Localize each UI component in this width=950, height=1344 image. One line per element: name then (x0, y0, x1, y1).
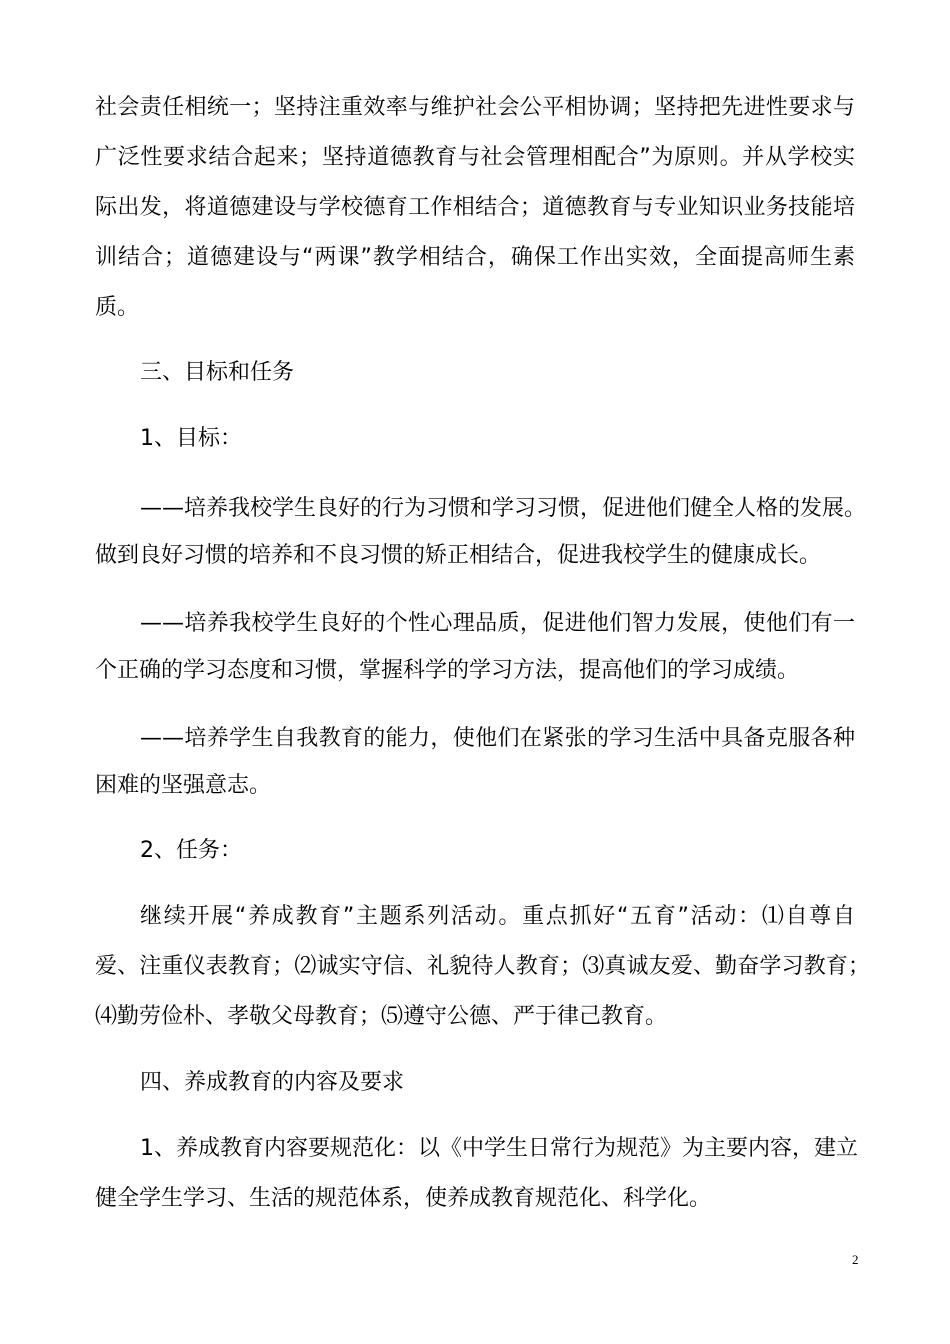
text-line: 继续开展“养成教育”主题系列活动。重点抓好“五育”活动：⑴自尊自 (140, 904, 855, 929)
page-number: 2 (852, 1252, 859, 1267)
text-line: 健全学生学习、生活的规范体系，使养成教育规范化、科学化。 (95, 1186, 712, 1211)
text-line: ——培养学生自我教育的能力，使他们在紧张的学习生活中具备克服各种 (140, 726, 855, 751)
text-line: 困难的坚强意志。 (95, 773, 272, 798)
section-heading-goals-tasks: 三、目标和任务 (140, 360, 295, 385)
text-line: ⑷勤劳俭朴、孝敬父母教育；⑸遵守公德、严于律己教育。 (95, 1004, 668, 1029)
section-heading-content-requirements: 四、养成教育的内容及要求 (140, 1070, 405, 1095)
text-line: 爱、注重仪表教育；⑵诚实守信、礼貌待人教育；⑶真诚友爱、勤奋学习教育； (95, 954, 870, 979)
text-line: 1、养成教育内容要规范化：以《中学生日常行为规范》为主要内容，建立 (140, 1136, 858, 1161)
text-line: 广泛性要求结合起来；坚持道德教育与社会管理相配合”为原则。并从学校实 (95, 145, 855, 170)
text-line: 训结合；道德建设与“两课”教学相结合，确保工作出实效，全面提高师生素 (95, 245, 855, 270)
text-line: ——培养我校学生良好的个性心理品质，促进他们智力发展，使他们有一 (140, 611, 855, 636)
text-line: 社会责任相统一；坚持注重效率与维护社会公平相协调；坚持把先进性要求与 (95, 95, 855, 120)
text-line: 做到良好习惯的培养和不良习惯的矫正相结合，促进我校学生的健康成长。 (95, 543, 822, 568)
subheading-tasks: 2、任务： (140, 838, 242, 863)
text-line: 质。 (95, 295, 140, 320)
text-line: ——培养我校学生良好的行为习惯和学习习惯，促进他们健全人格的发展。 (140, 496, 867, 521)
text-line: 个正确的学习态度和习惯，掌握科学的学习方法，提高他们的学习成绩。 (95, 658, 800, 683)
text-line: 际出发，将道德建设与学校德育工作相结合；道德教育与专业知识业务技能培 (95, 195, 855, 220)
subheading-goals: 1、目标： (140, 426, 242, 451)
